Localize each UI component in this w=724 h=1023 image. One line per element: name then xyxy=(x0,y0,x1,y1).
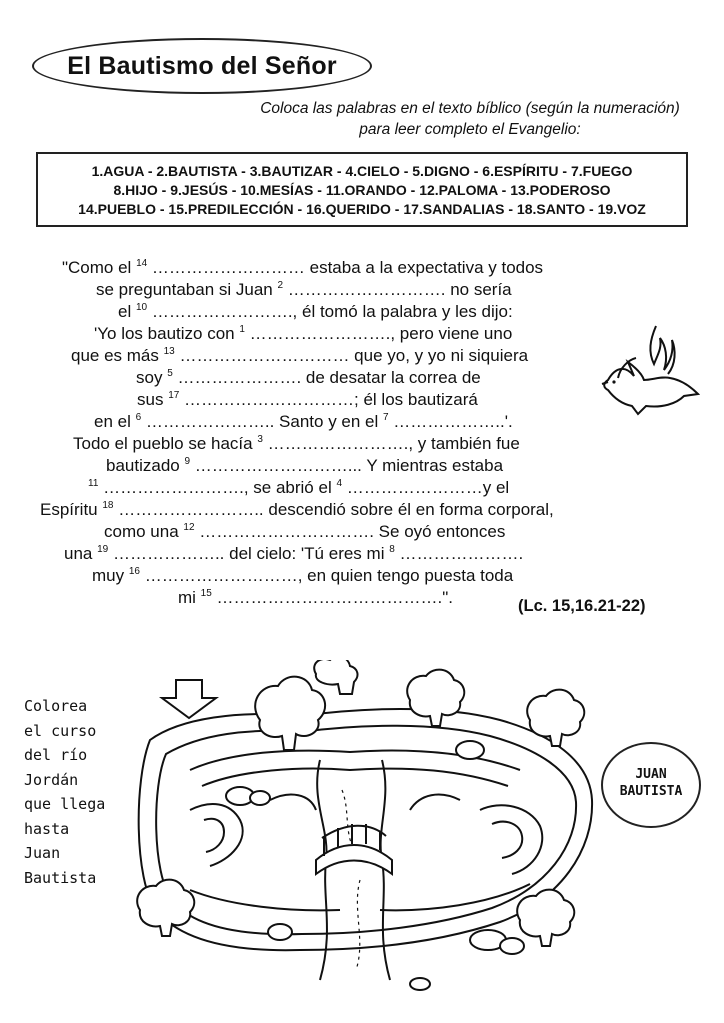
passage-line: muy $^{16}$ ………………………, en quien tengo puesta toda xyxy=(92,566,514,585)
dove-with-flame-icon xyxy=(598,318,702,416)
passage-line: $^{11}$ ……………………., se abrió el $^4$ ……………………y el xyxy=(88,478,510,497)
passage-line: "Como el $^{14}$ ……………………… estaba a la expectativa y todos xyxy=(62,258,544,277)
page-title: El Bautismo del Señor xyxy=(67,51,337,80)
instruction-line-2: para leer completo el Evangelio: xyxy=(359,121,581,138)
passage-line: el $^{10}$ ……………………., él tomó la palabra y les dijo: xyxy=(118,302,513,321)
passage-line: Espíritu $^{18}$ …………………….. descendió sobre él en forma corporal, xyxy=(40,500,554,519)
word-bank-line-3: 14.PUEBLO - 15.PREDILECCIÓN - 16.QUERIDO - 17.SANDALIAS - 18.SANTO - 19.VOZ xyxy=(78,201,646,217)
passage-line: 'Yo los bautizo con $^1$ ……………………., pero viene uno xyxy=(94,324,513,343)
passage-line: como una $^{12}$ …………………………. Se oyó entonces xyxy=(104,522,506,541)
passage-line: soy $^5$ …………………. de desatar la correa de xyxy=(136,368,481,387)
maze-instructions: Colorea el curso del río Jordán que llega hasta Juan Bautista xyxy=(24,697,106,887)
word-bank-line-1: 1.AGUA - 2.BAUTISTA - 3.BAUTIZAR - 4.CIELO - 5.DIGNO - 6.ESPÍRITU - 7.FUEGO xyxy=(91,163,633,179)
passage-line: bautizado $^9$ ………………………... Y mientras estaba xyxy=(106,456,504,475)
passage-line: una $^{19}$ ……………….. del cielo: 'Tú eres mi $^8$ …………………. xyxy=(64,544,524,563)
instruction-line-1: Coloca las palabras en el texto bíblico (según la numeración) xyxy=(260,100,680,117)
passage-line: mi $^{15}$ ………………………………….". xyxy=(178,588,454,607)
river-maze-illustration xyxy=(120,660,600,1000)
bible-reference: (Lc. 15,16.21-22) xyxy=(518,597,646,615)
instructions xyxy=(210,98,724,140)
passage-line: Todo el pueblo se hacía $^3$ ……………………., y también fue xyxy=(73,434,520,453)
down-arrow-icon xyxy=(162,680,216,718)
passage-line: que es más $^{13}$ ………………………… que yo, y yo ni siquiera xyxy=(71,346,529,365)
passage-line: en el $^6$ ………………….. Santo y en el $^7$ ………………..'. xyxy=(94,412,513,431)
word-bank xyxy=(36,152,688,227)
word-bank-line-2: 8.HIJO - 9.JESÚS - 10.MESÍAS - 11.ORANDO - 12.PALOMA - 13.PODEROSO xyxy=(113,182,611,198)
passage-line: sus $^{17}$ …………………………; él los bautizará xyxy=(137,390,478,409)
passage-line: se preguntaban si Juan $^2$ ………………………. no sería xyxy=(96,280,512,299)
target-label: JUAN BAUTISTA xyxy=(619,767,683,799)
